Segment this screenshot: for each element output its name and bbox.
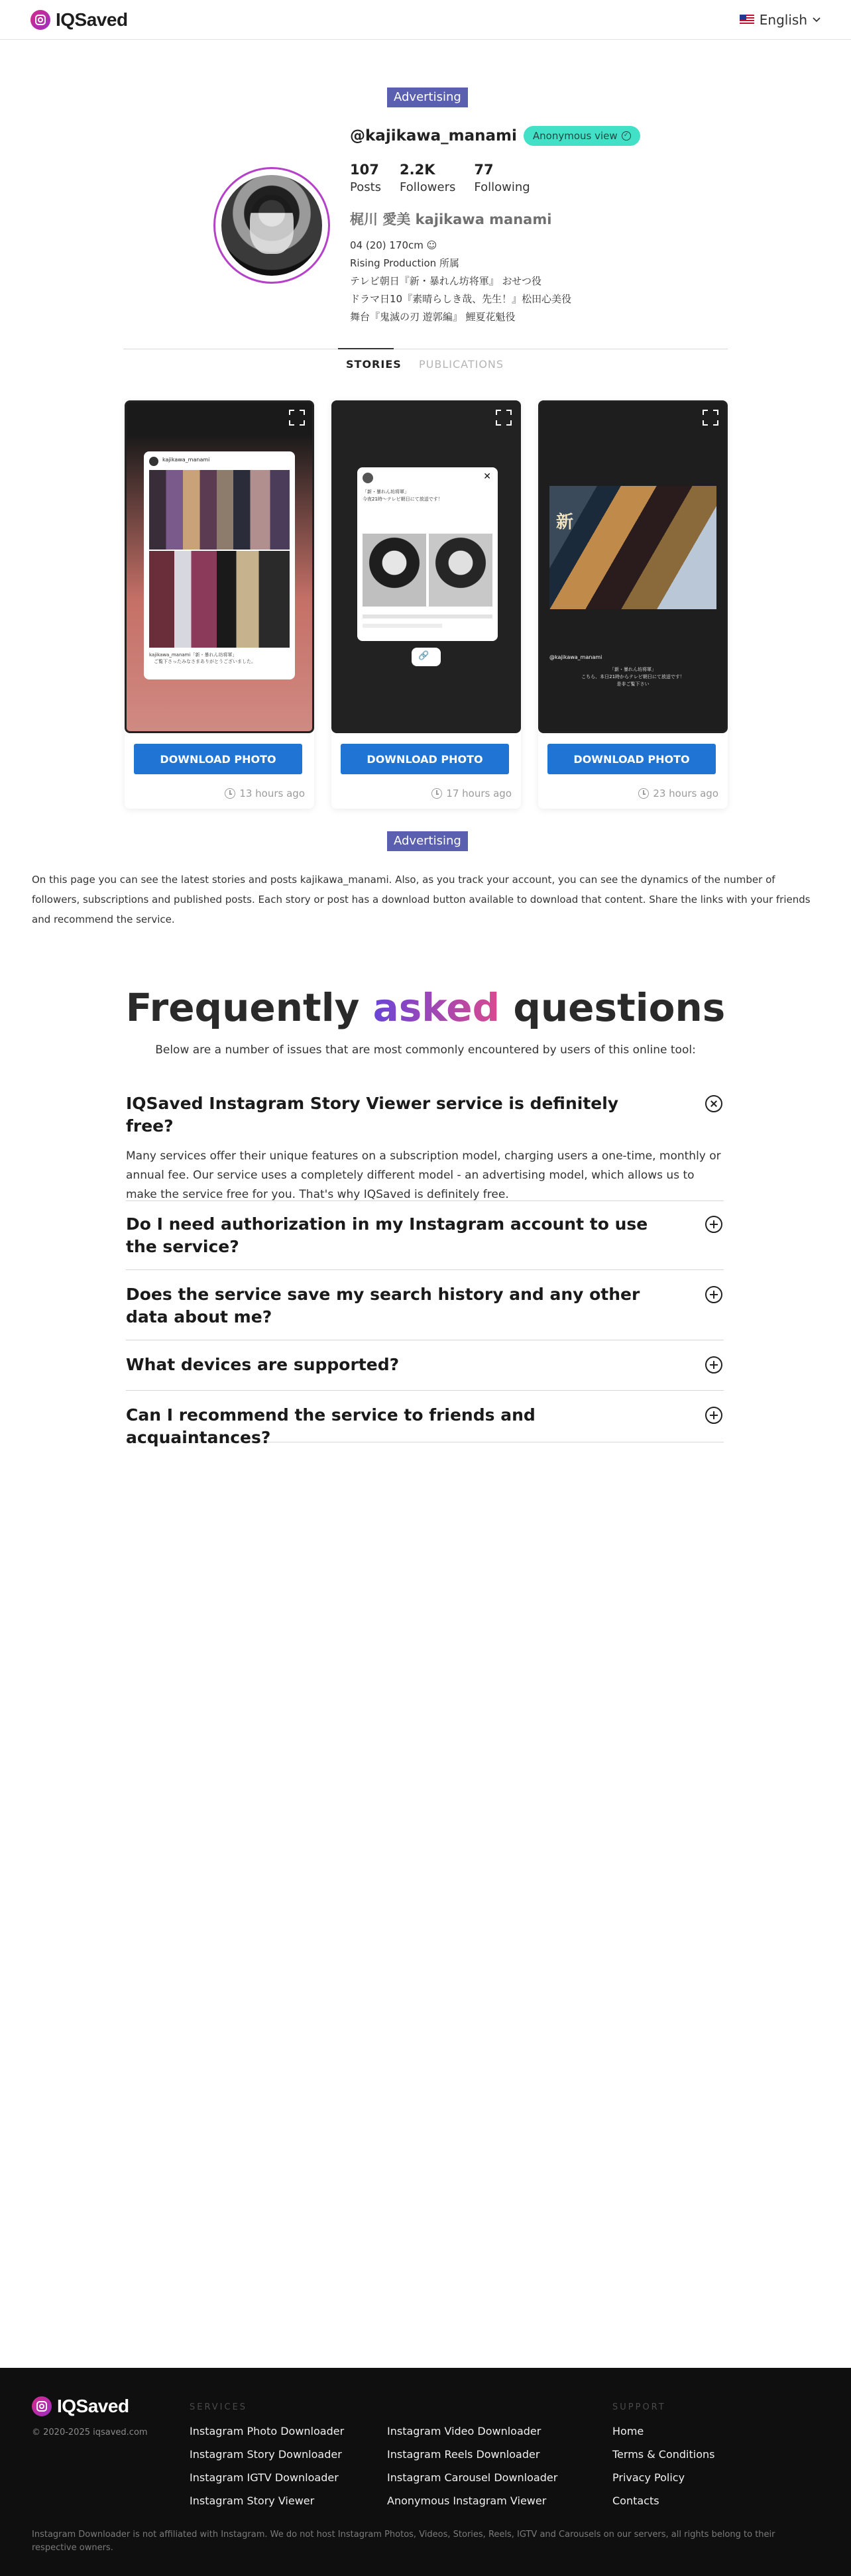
stat-number: 107: [350, 162, 379, 178]
profile-fullname: 梶川 愛美 kajikawa manami: [350, 211, 552, 227]
expand-icon[interactable]: [703, 410, 718, 426]
story-timestamp: [638, 788, 718, 799]
anonymous-view-badge: [524, 126, 640, 146]
stat-posts: [350, 162, 381, 194]
story-media[interactable]: [538, 400, 728, 733]
faq-item[interactable]: [126, 1404, 724, 1447]
plus-circle-icon[interactable]: [705, 1356, 722, 1374]
faq-question[interactable]: Can I recommend the service to friends and acquaintances?: [126, 1405, 536, 1447]
footer-logo[interactable]: [32, 2396, 129, 2417]
logo-text: IQSaved: [56, 9, 128, 30]
faq-question[interactable]: What devices are supported?: [126, 1355, 400, 1374]
download-photo-button[interactable]: DOWNLOAD PHOTO: [134, 744, 302, 774]
footer-link[interactable]: Anonymous Instagram Viewer: [387, 2494, 547, 2507]
site-logo[interactable]: [30, 9, 128, 30]
story-time-text: 23 hours ago: [653, 788, 718, 799]
faq-title-accent: asked: [372, 985, 500, 1030]
profile-info: [350, 126, 681, 326]
anonymous-view-label: Anonymous view: [532, 130, 618, 142]
site-header: [0, 0, 851, 40]
profile-stats: [350, 162, 681, 194]
drama-poster: [549, 486, 716, 609]
group-photo-bottom: [149, 551, 290, 648]
chevron-down-icon: [813, 17, 821, 23]
plus-circle-icon[interactable]: [705, 1407, 722, 1424]
bio-line: 舞台『鬼滅の刃 遊郭編』 鯉夏花魁役: [350, 311, 516, 323]
embedded-post: [144, 451, 295, 679]
embedded-post-caption: kajikawa_manami「新・暴れん坊将軍」 ご覧下さったみなさまありがとうございました。: [149, 652, 256, 664]
stat-following: [474, 162, 530, 194]
stat-label: Posts: [350, 180, 382, 194]
mini-avatar: [149, 457, 158, 466]
stat-number: 77: [474, 162, 494, 178]
story-time-text: 13 hours ago: [239, 788, 305, 799]
bio-line: テレビ朝日『新・暴れん坊将軍』 おせつ役: [350, 275, 542, 287]
story-timestamp: [225, 788, 305, 799]
footer-link[interactable]: Contacts: [612, 2494, 659, 2507]
stat-number: 2.2K: [400, 162, 435, 178]
footer-link[interactable]: Instagram Carousel Downloader: [387, 2471, 558, 2484]
footer-link[interactable]: Instagram Story Viewer: [190, 2494, 315, 2507]
stat-label: Followers: [400, 180, 456, 194]
advertising-badge[interactable]: Advertising: [387, 831, 468, 851]
profile-bio: [350, 237, 681, 326]
tweet-photo-left: [363, 534, 426, 607]
footer-link[interactable]: Terms & Conditions: [612, 2448, 715, 2461]
group-photo-top: [149, 470, 290, 550]
footer-copyright: © 2020-2025 iqsaved.com: [32, 2428, 148, 2437]
faq-question[interactable]: Do I need authorization in my Instagram account to use the service?: [126, 1214, 648, 1256]
mini-avatar: [363, 473, 373, 483]
stat-followers: [400, 162, 455, 194]
logo-icon: [30, 10, 50, 30]
footer-link[interactable]: Instagram Photo Downloader: [190, 2425, 345, 2437]
faq-title-start: Frequently: [125, 985, 360, 1030]
us-flag-icon: [740, 15, 754, 25]
clock-icon: [225, 788, 235, 799]
faq-item[interactable]: [126, 1283, 724, 1340]
language-label: English: [759, 11, 807, 28]
plus-circle-icon[interactable]: [705, 1216, 722, 1233]
bio-line: 04 (20) 170cm ☺: [350, 239, 437, 251]
language-selector[interactable]: [740, 12, 821, 28]
clock-icon: [638, 788, 649, 799]
footer-link[interactable]: Instagram IGTV Downloader: [190, 2471, 339, 2484]
link-sticker: [412, 648, 441, 666]
advertising-badge[interactable]: Advertising: [387, 88, 468, 107]
check-circle-icon: ✓: [622, 131, 631, 141]
footer-support-heading: SUPPORT: [612, 2402, 666, 2412]
faq-item[interactable]: [126, 1092, 724, 1201]
logo-icon: [32, 2396, 52, 2416]
faq-subtitle: Below are a number of issues that are most commonly encountered by users of this online tool:: [155, 1043, 696, 1057]
poster-title-icon: 新: [556, 512, 574, 532]
faq-question[interactable]: IQSaved Instagram Story Viewer service is definitely free?: [126, 1094, 619, 1136]
footer-link[interactable]: Instagram Story Downloader: [190, 2448, 342, 2461]
footer-link[interactable]: Privacy Policy: [612, 2471, 685, 2484]
embedded-tweet: [357, 467, 498, 641]
stat-label: Following: [474, 180, 530, 194]
faq-item[interactable]: [126, 1354, 724, 1391]
tweet-meta-line: [363, 615, 492, 618]
story-card: [538, 400, 728, 809]
avatar: [221, 175, 322, 276]
faq-answer: Many services offer their unique features on a subscription model, charging users a one-time, monthly or annual fee. Our service uses a completely different model - an advertising model, which allows us to make the service free for you. That's why IQSaved is definitely free.: [126, 1149, 721, 1201]
story-card: [331, 400, 521, 809]
close-circle-icon[interactable]: [705, 1095, 722, 1112]
profile-description: On this page you can see the latest stories and posts kajikawa_manami. Also, as you track your account, you can see the dynamics of the number of followers, subscriptions and published posts. Each story or post has a download button available to download that content. Share the links with your friends and recommend the service.: [32, 874, 811, 925]
story-card: [125, 400, 314, 809]
x-logo-icon: ✕: [483, 471, 491, 482]
footer-logo-text: IQSaved: [57, 2396, 129, 2416]
download-photo-button[interactable]: DOWNLOAD PHOTO: [341, 744, 509, 774]
bio-line: Rising Production 所属: [350, 257, 459, 269]
tab-stories[interactable]: STORIES: [346, 358, 402, 371]
link-icon: 🔗: [418, 651, 429, 661]
footer-disclaimer: Instagram Downloader is not affiliated with Instagram. We do not host Instagram Photos, Videos, Stories, Reels, IGTV and Carousels on our servers, all rights belong to their respective owners.: [32, 2530, 775, 2553]
expand-icon[interactable]: [496, 410, 512, 426]
bio-line: ドラマ日10『素晴らしき哉、先生！』松田心美役: [350, 293, 572, 305]
footer-link[interactable]: Home: [612, 2425, 644, 2437]
faq-title: [0, 985, 851, 1030]
story-media[interactable]: [331, 400, 521, 733]
tweet-text: [363, 489, 443, 503]
clock-icon: [431, 788, 442, 799]
tweet-line: 今夜21時〜テレビ朝日にて放送です！: [363, 497, 443, 502]
plus-circle-icon[interactable]: [705, 1286, 722, 1303]
expand-icon[interactable]: [289, 410, 305, 426]
tweet-meta-line: [363, 624, 442, 628]
story-time-text: 17 hours ago: [446, 788, 512, 799]
download-photo-button[interactable]: DOWNLOAD PHOTO: [547, 744, 716, 774]
story-media[interactable]: [125, 400, 314, 733]
site-footer: [0, 2368, 851, 2576]
tab-publications[interactable]: PUBLICATIONS: [419, 358, 504, 371]
profile-username: @kajikawa_manami: [350, 127, 517, 145]
footer-services-heading: SERVICES: [190, 2402, 248, 2412]
story-mention: @kajikawa_manami: [549, 654, 602, 660]
story-timestamp: [431, 788, 512, 799]
profile-avatar-ring: [213, 167, 330, 284]
faq-title-end: questions: [513, 985, 726, 1030]
story-caption: 「新・暴れん坊将軍」 こちら、本日21時からテレビ朝日にて放送です！ 是非ご覧下さい: [581, 667, 685, 687]
footer-link[interactable]: Instagram Video Downloader: [387, 2425, 541, 2437]
tweet-line: 「新・暴れん坊将軍」: [363, 489, 409, 495]
footer-link[interactable]: Instagram Reels Downloader: [387, 2448, 540, 2461]
active-tab-indicator: [338, 348, 394, 349]
faq-item[interactable]: [126, 1213, 724, 1270]
tweet-photo-right: [429, 534, 492, 607]
faq-question[interactable]: Does the service save my search history and any other data about me?: [126, 1285, 640, 1326]
embedded-post-username: kajikawa_manami: [162, 457, 210, 463]
